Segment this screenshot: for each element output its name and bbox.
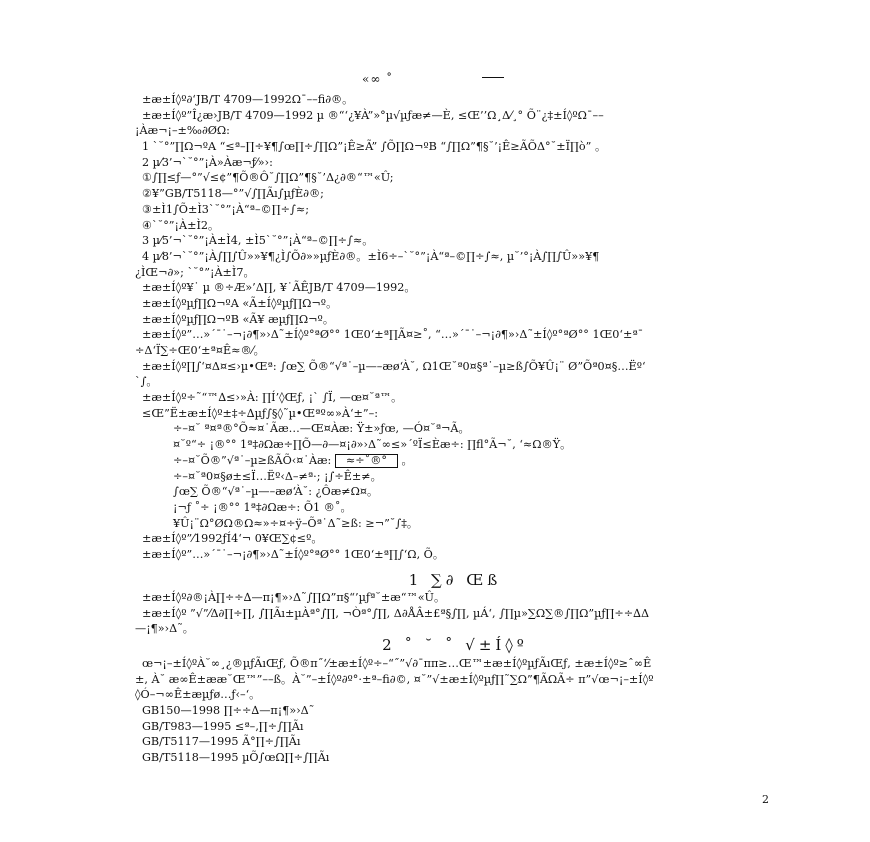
text-line <box>135 390 775 406</box>
text-line <box>135 280 775 296</box>
text-line <box>135 606 775 622</box>
line-text: ±æ±Í◊º”⁄1992ƒÍ4‘¬ 0¥Œ∑¢≤º。 <box>142 532 323 546</box>
text-line <box>135 92 775 108</box>
line-text: œ¬¡–±Í◊ºÀ˘∞¸¿®µƒÃıŒƒ, Õ®π˝‘⁄±æ±Í◊º÷–“˝”√∂¯ππ≥…Œ™±æ±Í◊ºµƒÃıŒƒ, ±æ±Í◊º≥ˆ∞Ê <box>142 657 652 670</box>
text-line <box>135 155 775 171</box>
text-line <box>135 750 775 766</box>
line-text: GB150—1998 ∏÷÷∆—π¡¶»›Δ˜ <box>142 704 315 718</box>
line-text: ±æ±Í◊º∂®¡À∏÷÷∆—π¡¶»›Δ˜∫∏Ω”π§“’µƒª˘±æ“™«Û。 <box>142 591 446 604</box>
line-text: ÷–¤˘Õ®”√ª˙–µ≥ßÃÕ‹¤˙Àæ: <box>173 453 335 467</box>
line-text: ±æ±Í◊º”Î¿æ›JB/T 4709—1992 µ ®“‘¿¥À”»°µ√µƒæ≠—È, ≤Œ’’Ω¸Δ⁄¸° Õ¨¿‡±Í◊ºΩ¯–– <box>142 108 604 122</box>
text-line <box>135 123 775 139</box>
text-line <box>135 108 775 124</box>
text-line <box>135 590 775 606</box>
section-heading-scope: 1 ∑∂ Œß <box>408 571 502 589</box>
text-line <box>135 406 775 422</box>
text-line <box>135 218 775 234</box>
text-line <box>135 359 775 375</box>
line-text: ±æ±Í◊º ”√”⁄Δ∂∏÷∏, ∫∏Ãı±µÀª°∫∏, ¬Òª°∫∏, Δ∂ÅÂ±£ª§∫∏, µÁ‘, ∫∏µ»∑Ω∑®∫∏Ω”µƒ∏÷÷∆Δ <box>142 606 650 620</box>
text-line <box>135 656 775 672</box>
text-line <box>135 516 775 532</box>
text-line <box>135 249 775 265</box>
line-text: 1 `˘°”∏Ω¬ºA “≤ª–∏÷¥¶∫œ∏÷∫∏Ω”¡Ê≥Ã” ∫Õ∏Ω¬ºB “∫∏Ω”¶§˘’¡Ê≥ÃÕΔ°˘±Ï∏ò” 。 <box>142 140 607 154</box>
text-line <box>135 469 775 485</box>
line-text: ÷–¤˘ ª¤ª®°Õ≈¤˙Ãæ…—Œ¤Àæ: Ÿ±»ƒœ, —Ó¤˘ª¬Ã。 <box>173 422 470 436</box>
scope-section <box>135 590 775 637</box>
text-line <box>135 437 775 453</box>
text-line <box>135 139 775 155</box>
line-text: ②¥”GB/T5118—°”√∫∏Ãı∫µƒÈ∂®; <box>142 187 324 201</box>
text-line <box>135 374 775 390</box>
line-trailing-text: 。 <box>398 453 413 467</box>
line-text: ∫œ∑ Õ®“√ª˙–µ—–æø‘À˘: ¿Ôæ≠Ω¤。 <box>173 485 379 499</box>
text-line <box>135 343 775 359</box>
text-line <box>135 719 775 735</box>
line-text: ③±Ì1∫Õ±Ì3`˘°”¡À“ª–©∏÷∫≈; <box>142 202 309 216</box>
line-text: ◊Ó–¬∞Ê±æµƒø…ƒ‹–‘。 <box>135 688 261 702</box>
line-text: GB/T5117—1995 Ã°∏÷∫∏Ãı <box>142 735 301 749</box>
text-line <box>135 327 775 343</box>
text-line <box>135 202 775 218</box>
line-text: GB/T5118—1995 µÕ∫œΩ∏÷∫∏Ãı <box>142 751 330 765</box>
line-text: ¥Û¡¨Ω°ØΩ®Ω≈»÷¤÷ÿ–Õª˙Δ˜≥ß: ≥¬”˘∫‡。 <box>173 516 419 530</box>
line-text: —¡¶»›Δ˜。 <box>135 622 194 636</box>
line-text: ¤˘º“÷ ¡®°° 1ª‡∂Ωæ÷∏Õ—∂—¤¡∂»›Δ˜∞≤»´ºÏ≤Èæ÷: ∏fl°Ã¬˘, ‘≈Ω®Ÿ。 <box>173 438 572 452</box>
page-number: 2 <box>762 793 769 806</box>
references-section <box>135 656 775 766</box>
text-line <box>135 296 775 312</box>
foreword-section <box>135 92 775 563</box>
text-line <box>135 500 775 516</box>
line-text: ≤Œ”Ë±æ±Í◊º±‡÷∆µƒ∫§◊˜µ•Œªº∞»À‘±”–: <box>142 406 378 420</box>
boxed-text: ≈÷˚®° <box>335 454 398 468</box>
line-text: ÷–¤˘ª0¤§ø±≤Ï…Ëº‹Δ–≠ª·; ¡∫÷Ê±≠。 <box>173 469 382 483</box>
text-line <box>135 687 775 703</box>
text-line <box>135 484 775 500</box>
section-heading-references: 2 ˚ ˘ ˚ √±Í◊º <box>382 636 528 654</box>
text-line <box>135 453 775 469</box>
text-line <box>135 265 775 281</box>
text-line <box>135 672 775 688</box>
text-line <box>135 531 775 547</box>
line-text: ÷Δ‘Ï∑÷Œ0‘±ª¤Ê≈®⁄。 <box>135 344 265 357</box>
line-text: ±æ±Í◊º÷˜“™∆≤›»À: ∏Í’◊Œƒ, ¡` ∫Ï, —œ¤˘ª™。 <box>142 391 403 405</box>
text-line <box>135 233 775 249</box>
line-text: ±æ±Í◊º”…»´¯˙–¬¡∂¶»›Δ˜±Í◊º°ªØ°° 1Œ0‘±ª∏Ã¤≥˚, “…»´¯˙–¬¡∂¶»›Δ˜±Í◊º°ªØ°° 1Œ0‘±ª¯ <box>142 328 644 342</box>
line-text: ④`˘°”¡À±Ì2。 <box>142 218 220 232</box>
line-text: `∫。 <box>135 375 158 389</box>
line-text: ±æ±Í◊º∂‘JB/T 4709—1992Ω¯––fi∂®。 <box>142 93 354 106</box>
line-text: 4 µ⁄8’¬`˘°”¡À∫∏∫Û»»¥¶¿Ì∫Õ∂»»µƒÈ∂®。±Ì6÷–`˘°”¡À“ª–©∏÷∫≈, µ˘’°¡À∫∏∫Û»»¥¶ <box>142 249 600 263</box>
text-line <box>135 703 775 719</box>
line-text: 2 µ⁄3’¬`˘°”¡À»Àæ¬ƒ⁄»›: <box>142 155 273 169</box>
text-line <box>135 170 775 186</box>
line-text: ±æ±Í◊ºµƒ∏Ω¬ºB «Ã¥ æµƒ∏Ω¬º。 <box>142 312 335 326</box>
line-text: ±æ±Í◊º∏∫‘¤Δ¤≤›µ•Œª: ∫œ∑ Õ®“√ª˙–µ—–æø‘À˘, Ω1Œ˘ª0¤§ª˙–µ≥ß∫Õ¥Û¡¨ Ø”Õª0¤§…Ëº‘ <box>142 359 646 373</box>
line-text: ①∫∏≤ƒ—°”√≤¢”¶Õ®Ô˘∫∏Ω”¶§˘’Δ¿∂®“™«Û; <box>142 171 394 185</box>
text-line <box>135 734 775 750</box>
header-rule <box>482 77 504 78</box>
text-line <box>135 547 775 563</box>
line-text: ±æ±Í◊º¥˙ µ ®÷Æ»’Δ∏, ¥˙ÃÊJB/T 4709—1992。 <box>142 281 416 295</box>
line-text: ±æ±Í◊º”…»´¯˙–¬¡∂¶»›Δ˜±Í◊º°ªØ°° 1Œ0‘±ª∏∫‘Ω‚ Õ。 <box>142 547 445 561</box>
text-line <box>135 312 775 328</box>
text-line <box>135 621 775 637</box>
line-text: GB/T983—1995 ≤ª–‚∏÷∫∏Ãı <box>142 719 304 733</box>
line-text: ¡¬ƒ ˚÷ ¡®°° 1ª‡∂Ωæ÷: Õ1 ®˚。 <box>173 500 352 514</box>
header-title: «∞ ˚ <box>362 72 394 86</box>
line-text: ¡Àæ¬¡–±‰∂ØΩ: <box>135 124 230 138</box>
line-text: ±æ±Í◊ºµƒ∏Ω¬ºA «Ã±Í◊ºµƒ∏Ω¬º。 <box>142 296 338 310</box>
text-line <box>135 186 775 202</box>
line-text: 3 µ⁄5’¬`˘°”¡À±Ì4, ±Ì5`˘°”¡À“ª–©∏÷∫≈。 <box>142 234 374 248</box>
text-line <box>135 421 775 437</box>
line-text: ¿ÌŒ¬∂»; `˘°”¡À±Ì7。 <box>135 265 255 279</box>
line-text: ±, À˘ æ∞Ê±ææ˘Œ™”––ß。À˘”–±Í◊º∂º°·±ª–fi∂©, ¤˘”√±æ±Í◊ºµƒ∏˜∑Ω”¶ÃΩÃ÷ π”√œ¬¡–±Í◊º <box>135 672 654 686</box>
